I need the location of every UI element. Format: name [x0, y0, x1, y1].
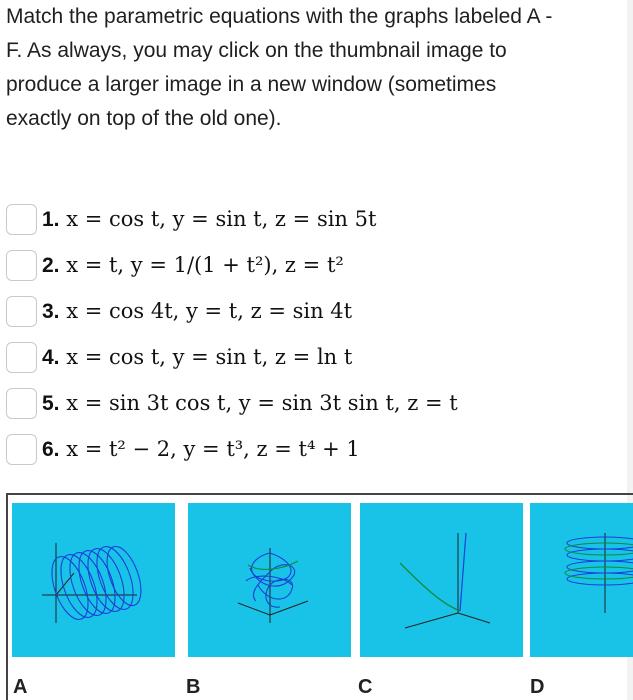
graph-thumbnail-d[interactable] — [530, 503, 633, 657]
answer-box-6[interactable] — [6, 434, 37, 465]
equation-5: 5. x = sin 3t cos t, y = sin 3t sin t, z = t — [42, 390, 458, 415]
equation-1: 1. x = cos t, y = sin t, z = sin 5t — [42, 206, 377, 231]
equation-row-6 — [6, 426, 606, 472]
equation-row-3 — [6, 288, 606, 334]
equation-6: 6. x = t² − 2, y = t³, z = t⁴ + 1 — [42, 436, 360, 461]
graph-b-plot — [188, 503, 351, 657]
graph-thumbnail-c[interactable] — [360, 503, 523, 657]
gallery-top-border — [6, 493, 633, 495]
graph-a-plot — [12, 503, 175, 657]
graph-c-plot — [360, 503, 523, 657]
equation-row-5 — [6, 380, 606, 426]
equation-row-2 — [6, 242, 606, 288]
instructions-text: Match the parametric equations with the graphs labeled A - F. As always, you may click on the thumbnail image to produce a larger image in a new window (sometimes exactly on top of the old one). — [6, 5, 553, 130]
equation-list — [6, 196, 606, 472]
graph-d-plot — [530, 503, 633, 657]
graph-thumbnail-b[interactable] — [188, 503, 351, 657]
answer-box-2[interactable] — [6, 250, 37, 281]
equation-3: 3. x = cos 4t, y = t, z = sin 4t — [42, 298, 353, 323]
equation-4: 4. x = cos t, y = sin t, z = ln t — [42, 344, 353, 369]
graph-label-a: A — [13, 676, 28, 698]
answer-box-1[interactable] — [6, 204, 37, 235]
gallery-left-border — [6, 493, 8, 700]
answer-box-5[interactable] — [6, 388, 37, 419]
equation-row-1 — [6, 196, 606, 242]
graph-label-d: D — [530, 676, 545, 698]
graph-label-b: B — [186, 676, 201, 698]
answer-box-3[interactable] — [6, 296, 37, 327]
graph-label-c: C — [358, 676, 373, 698]
answer-box-4[interactable] — [6, 342, 37, 373]
equation-row-4 — [6, 334, 606, 380]
equation-2: 2. x = t, y = 1/(1 + t²), z = t² — [42, 252, 344, 277]
graph-thumbnail-a[interactable] — [12, 503, 175, 657]
